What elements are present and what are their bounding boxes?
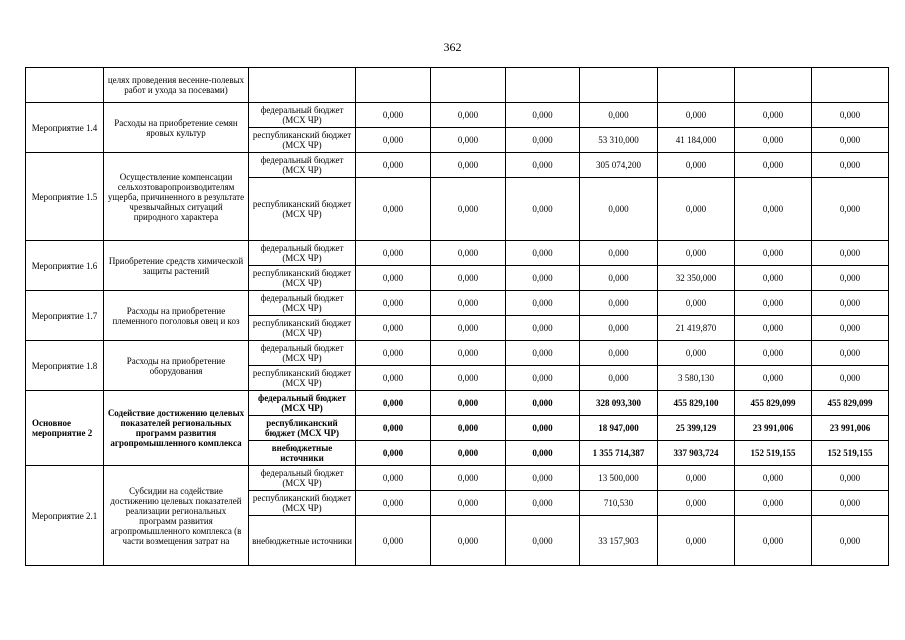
amount-cell: 0,000 bbox=[580, 178, 658, 241]
amount-cell bbox=[658, 68, 735, 103]
funding-source: федеральный бюджет (МСХ ЧР) bbox=[249, 341, 356, 366]
amount-cell: 0,000 bbox=[356, 103, 431, 128]
amount-cell: 0,000 bbox=[431, 153, 506, 178]
funding-source: федеральный бюджет (МСХ ЧР) bbox=[249, 153, 356, 178]
amount-cell: 0,000 bbox=[431, 491, 506, 516]
amount-cell: 0,000 bbox=[658, 516, 735, 566]
funding-source: внебюджетные источники bbox=[249, 516, 356, 566]
amount-cell: 0,000 bbox=[812, 466, 889, 491]
amount-cell: 0,000 bbox=[356, 366, 431, 391]
funding-source: республиканский бюджет (МСХ ЧР) bbox=[249, 178, 356, 241]
amount-cell: 0,000 bbox=[431, 341, 506, 366]
funding-source: внебюджетные источники bbox=[249, 441, 356, 466]
amount-cell: 0,000 bbox=[580, 366, 658, 391]
table-row bbox=[26, 466, 889, 491]
funding-source: республиканский бюджет (МСХ ЧР) bbox=[249, 491, 356, 516]
amount-cell: 0,000 bbox=[812, 491, 889, 516]
table-row bbox=[26, 241, 889, 266]
funding-source bbox=[249, 68, 356, 103]
event-name: Приобретение средств химической защиты растений bbox=[104, 241, 249, 291]
page-number: 362 bbox=[443, 40, 462, 54]
amount-cell: 0,000 bbox=[431, 266, 506, 291]
amount-cell: 0,000 bbox=[356, 491, 431, 516]
event-code: Мероприятие 1.5 bbox=[26, 153, 104, 241]
table-row bbox=[26, 341, 889, 366]
amount-cell: 32 350,000 bbox=[658, 266, 735, 291]
amount-cell: 0,000 bbox=[812, 128, 889, 153]
event-name: Содействие достижению целевых показателей региональных программ развития агропромышленного комплекса bbox=[104, 391, 249, 466]
amount-cell: 0,000 bbox=[735, 266, 812, 291]
amount-cell: 455 829,100 bbox=[658, 391, 735, 416]
amount-cell: 0,000 bbox=[735, 466, 812, 491]
amount-cell: 0,000 bbox=[580, 291, 658, 316]
amount-cell: 0,000 bbox=[356, 391, 431, 416]
amount-cell: 0,000 bbox=[431, 391, 506, 416]
event-name: Осуществление компенсации сельхозтоваропроизводителям ущерба, причиненного в результате чрезвычайных ситуаций природного характера bbox=[104, 153, 249, 241]
amount-cell: 0,000 bbox=[735, 491, 812, 516]
amount-cell: 0,000 bbox=[506, 416, 580, 441]
amount-cell: 21 419,870 bbox=[658, 316, 735, 341]
amount-cell: 0,000 bbox=[431, 128, 506, 153]
amount-cell: 0,000 bbox=[356, 153, 431, 178]
amount-cell: 455 829,099 bbox=[735, 391, 812, 416]
event-code: Мероприятие 1.4 bbox=[26, 103, 104, 153]
amount-cell: 0,000 bbox=[735, 291, 812, 316]
amount-cell: 0,000 bbox=[431, 466, 506, 491]
amount-cell: 13 500,000 bbox=[580, 466, 658, 491]
amount-cell: 0,000 bbox=[735, 103, 812, 128]
amount-cell: 0,000 bbox=[580, 341, 658, 366]
funding-source: республиканский бюджет (МСХ ЧР) bbox=[249, 416, 356, 441]
funding-source: федеральный бюджет (МСХ ЧР) bbox=[249, 241, 356, 266]
event-name: Расходы на приобретение племенного поголовья овец и коз bbox=[104, 291, 249, 341]
amount-cell: 0,000 bbox=[580, 241, 658, 266]
amount-cell: 0,000 bbox=[735, 241, 812, 266]
event-name: Расходы на приобретение оборудования bbox=[104, 341, 249, 391]
amount-cell: 3 580,130 bbox=[658, 366, 735, 391]
amount-cell: 0,000 bbox=[506, 178, 580, 241]
amount-cell: 0,000 bbox=[812, 178, 889, 241]
amount-cell: 0,000 bbox=[580, 266, 658, 291]
amount-cell: 0,000 bbox=[356, 441, 431, 466]
amount-cell: 328 093,300 bbox=[580, 391, 658, 416]
amount-cell: 0,000 bbox=[506, 241, 580, 266]
amount-cell: 0,000 bbox=[356, 178, 431, 241]
amount-cell: 23 991,006 bbox=[735, 416, 812, 441]
amount-cell bbox=[506, 68, 580, 103]
amount-cell: 0,000 bbox=[356, 316, 431, 341]
event-code bbox=[26, 68, 104, 103]
amount-cell: 455 829,099 bbox=[812, 391, 889, 416]
amount-cell: 18 947,000 bbox=[580, 416, 658, 441]
amount-cell: 0,000 bbox=[356, 128, 431, 153]
funding-source: федеральный бюджет (МСХ ЧР) bbox=[249, 466, 356, 491]
amount-cell: 0,000 bbox=[812, 341, 889, 366]
amount-cell: 33 157,903 bbox=[580, 516, 658, 566]
amount-cell: 23 991,006 bbox=[812, 416, 889, 441]
amount-cell: 0,000 bbox=[735, 128, 812, 153]
amount-cell: 0,000 bbox=[356, 466, 431, 491]
amount-cell: 0,000 bbox=[506, 266, 580, 291]
amount-cell: 0,000 bbox=[506, 128, 580, 153]
amount-cell: 0,000 bbox=[431, 291, 506, 316]
event-name: целях проведения весенне-полевых работ и ухода за посевами) bbox=[104, 68, 249, 103]
amount-cell: 0,000 bbox=[735, 153, 812, 178]
amount-cell bbox=[356, 68, 431, 103]
amount-cell: 0,000 bbox=[658, 178, 735, 241]
amount-cell: 0,000 bbox=[735, 316, 812, 341]
amount-cell: 0,000 bbox=[812, 103, 889, 128]
amount-cell: 0,000 bbox=[356, 291, 431, 316]
amount-cell: 0,000 bbox=[506, 316, 580, 341]
amount-cell: 1 355 714,387 bbox=[580, 441, 658, 466]
amount-cell: 0,000 bbox=[506, 516, 580, 566]
amount-cell: 337 903,724 bbox=[658, 441, 735, 466]
funding-source: федеральный бюджет (МСХ ЧР) bbox=[249, 103, 356, 128]
event-code: Мероприятие 1.6 bbox=[26, 241, 104, 291]
event-name: Расходы на приобретение семян яровых культур bbox=[104, 103, 249, 153]
amount-cell: 0,000 bbox=[356, 416, 431, 441]
funding-source: федеральный бюджет (МСХ ЧР) bbox=[249, 391, 356, 416]
table-row bbox=[26, 291, 889, 316]
table-body bbox=[26, 68, 889, 566]
amount-cell: 0,000 bbox=[812, 241, 889, 266]
amount-cell: 0,000 bbox=[735, 341, 812, 366]
amount-cell: 0,000 bbox=[658, 153, 735, 178]
funding-source: республиканский бюджет (МСХ ЧР) bbox=[249, 366, 356, 391]
funding-source: республиканский бюджет (МСХ ЧР) bbox=[249, 128, 356, 153]
table-row bbox=[26, 153, 889, 178]
event-code: Мероприятие 2.1 bbox=[26, 466, 104, 566]
amount-cell: 0,000 bbox=[431, 241, 506, 266]
amount-cell: 0,000 bbox=[431, 416, 506, 441]
budget-table bbox=[25, 67, 889, 566]
amount-cell: 0,000 bbox=[658, 103, 735, 128]
amount-cell: 0,000 bbox=[431, 103, 506, 128]
amount-cell: 0,000 bbox=[431, 516, 506, 566]
amount-cell: 152 519,155 bbox=[735, 441, 812, 466]
table-row bbox=[26, 103, 889, 128]
amount-cell: 0,000 bbox=[506, 441, 580, 466]
amount-cell: 0,000 bbox=[658, 491, 735, 516]
amount-cell: 0,000 bbox=[431, 178, 506, 241]
amount-cell: 0,000 bbox=[812, 366, 889, 391]
amount-cell: 0,000 bbox=[356, 516, 431, 566]
amount-cell: 0,000 bbox=[658, 466, 735, 491]
amount-cell: 0,000 bbox=[506, 291, 580, 316]
event-code: Основное мероприятие 2 bbox=[26, 391, 104, 466]
amount-cell bbox=[580, 68, 658, 103]
amount-cell: 0,000 bbox=[580, 316, 658, 341]
amount-cell: 0,000 bbox=[431, 316, 506, 341]
amount-cell: 0,000 bbox=[506, 153, 580, 178]
amount-cell: 0,000 bbox=[506, 391, 580, 416]
amount-cell: 0,000 bbox=[356, 241, 431, 266]
funding-source: республиканский бюджет (МСХ ЧР) bbox=[249, 266, 356, 291]
amount-cell: 0,000 bbox=[580, 103, 658, 128]
amount-cell: 0,000 bbox=[812, 291, 889, 316]
table-row bbox=[26, 391, 889, 416]
amount-cell bbox=[812, 68, 889, 103]
amount-cell: 0,000 bbox=[735, 366, 812, 391]
funding-source: федеральный бюджет (МСХ ЧР) bbox=[249, 291, 356, 316]
amount-cell: 0,000 bbox=[431, 366, 506, 391]
amount-cell: 0,000 bbox=[506, 103, 580, 128]
amount-cell: 53 310,000 bbox=[580, 128, 658, 153]
amount-cell: 305 074,200 bbox=[580, 153, 658, 178]
amount-cell: 0,000 bbox=[356, 266, 431, 291]
amount-cell: 0,000 bbox=[812, 516, 889, 566]
funding-source: республиканский бюджет (МСХ ЧР) bbox=[249, 316, 356, 341]
event-code: Мероприятие 1.7 bbox=[26, 291, 104, 341]
amount-cell: 0,000 bbox=[356, 341, 431, 366]
amount-cell: 0,000 bbox=[506, 366, 580, 391]
table-row bbox=[26, 68, 889, 103]
amount-cell: 0,000 bbox=[506, 341, 580, 366]
amount-cell: 25 399,129 bbox=[658, 416, 735, 441]
amount-cell bbox=[431, 68, 506, 103]
amount-cell: 0,000 bbox=[735, 178, 812, 241]
amount-cell: 0,000 bbox=[658, 241, 735, 266]
amount-cell: 0,000 bbox=[506, 491, 580, 516]
amount-cell: 0,000 bbox=[812, 316, 889, 341]
amount-cell bbox=[735, 68, 812, 103]
amount-cell: 0,000 bbox=[431, 441, 506, 466]
amount-cell: 0,000 bbox=[658, 291, 735, 316]
amount-cell: 710,530 bbox=[580, 491, 658, 516]
amount-cell: 0,000 bbox=[812, 266, 889, 291]
event-code: Мероприятие 1.8 bbox=[26, 341, 104, 391]
amount-cell: 41 184,000 bbox=[658, 128, 735, 153]
amount-cell: 152 519,155 bbox=[812, 441, 889, 466]
amount-cell: 0,000 bbox=[506, 466, 580, 491]
amount-cell: 0,000 bbox=[812, 153, 889, 178]
event-name: Субсидии на содействие достижению целевых показателей реализации региональных программ развития агропромышленного комплекса (в части возмещения затрат на bbox=[104, 466, 249, 566]
amount-cell: 0,000 bbox=[735, 516, 812, 566]
amount-cell: 0,000 bbox=[658, 341, 735, 366]
